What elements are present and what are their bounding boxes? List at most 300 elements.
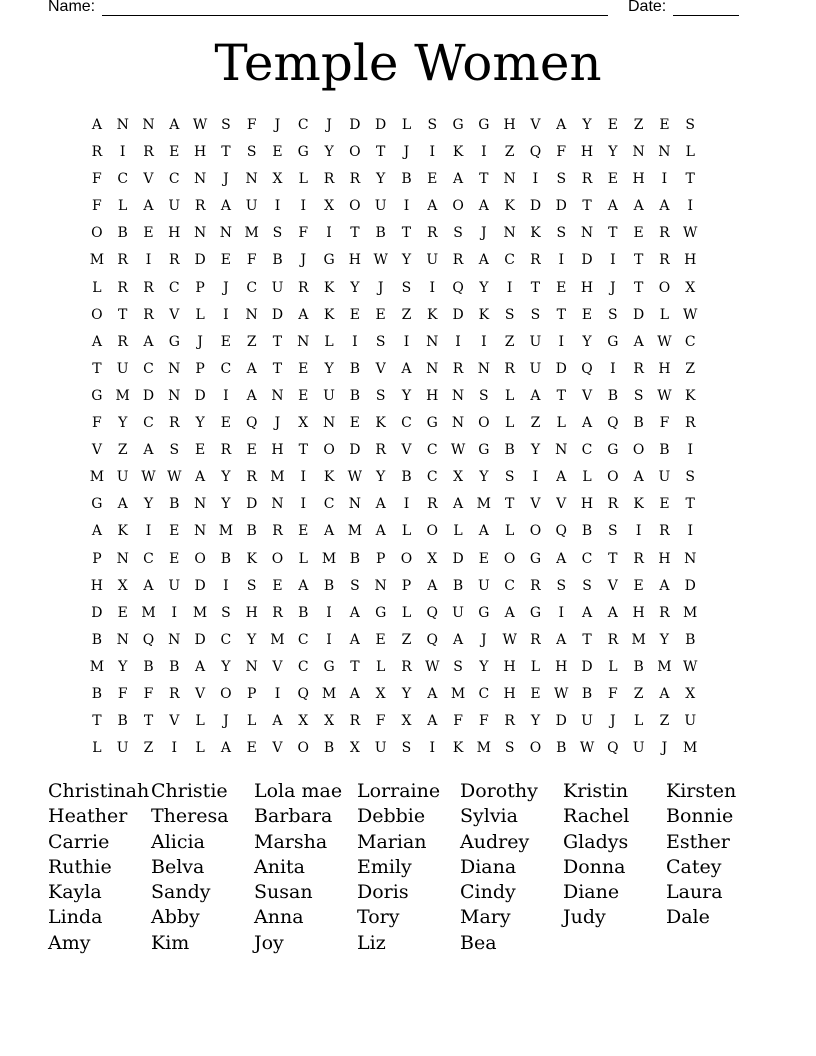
grid-letter: T [685,171,695,188]
grid-letter: C [478,685,490,702]
grid-letter: R [220,442,232,459]
grid-letter: E [220,415,231,432]
grid-letter: A [143,198,154,215]
grid-letter: V [556,496,567,513]
grid-letter: I [274,198,281,215]
grid-letter: M [321,550,337,567]
grid-letter: A [220,198,231,215]
grid-letter: A [607,604,618,621]
grid-letter: O [220,685,232,702]
grid-letter: E [581,306,593,323]
grid-letter: B [685,631,696,648]
grid-letter: Y [376,171,386,188]
grid-letter: E [375,631,386,648]
grid-letter: Q [607,415,619,432]
grid-letter: V [530,117,541,133]
grid-letter: D [246,496,258,513]
grid-letter: M [89,252,105,269]
grid-letter: D [529,198,542,215]
name-blank-line [102,0,608,16]
grid-letter: R [375,442,386,459]
grid-letter: N [193,225,207,242]
grid-letter: W [373,252,388,269]
grid-letter: S [272,225,283,242]
date-blank-line [673,0,739,16]
grid-letter: I [300,198,307,215]
grid-letter: T [272,360,283,377]
grid-letter: I [558,252,564,269]
word-list-item: Dale [666,906,710,929]
grid-letter: H [555,658,568,675]
word-list-item: Judy [563,906,606,929]
grid-letter: N [684,550,697,567]
grid-letter: E [298,523,309,540]
grid-letter: C [143,415,154,432]
grid-letter: C [297,658,309,675]
name-label: Name: [48,0,96,15]
word-list-item: Kim [151,931,190,954]
grid-letter: Q [555,523,567,540]
word-list-item: Joy [254,931,284,954]
grid-letter: V [91,442,102,459]
grid-letter: Q [245,415,258,432]
grid-letter: I [532,171,539,188]
grid-letter: G [529,604,542,621]
grid-letter: N [142,117,155,133]
grid-letter: T [350,225,360,242]
grid-letter: E [607,117,618,133]
grid-letter: I [171,604,178,621]
grid-letter: E [246,442,257,459]
grid-letter: D [375,117,387,133]
grid-letter: A [117,496,128,513]
grid-letter: Y [221,496,231,513]
grid-letter: C [246,279,258,296]
grid-letter: J [223,279,229,296]
grid-letter: R [452,252,464,269]
grid-letter: M [450,685,466,702]
grid-letter: S [375,333,386,350]
grid-letter: W [657,387,672,404]
grid-letter: N [116,550,129,567]
grid-letter: O [607,469,619,486]
grid-letter: M [89,658,105,675]
grid-letter: K [375,415,386,432]
grid-letter: X [117,577,128,594]
grid-letter: R [117,279,128,296]
header [48,0,748,20]
grid-letter: J [274,117,281,133]
grid-letter: R [272,523,283,540]
word-list-item: Diane [563,881,620,904]
grid-letter: Y [582,333,592,350]
grid-letter: U [452,604,464,621]
grid-letter: X [298,713,309,730]
grid-letter: Z [401,306,412,323]
grid-letter: Y [324,360,334,377]
grid-letter: U [245,198,258,215]
grid-letter: V [143,171,154,188]
grid-letter: X [453,469,464,486]
grid-letter: L [298,550,308,567]
grid-letter: F [117,685,128,702]
grid-letter: M [270,631,285,648]
grid-letter: L [505,523,515,540]
grid-letter: N [374,577,387,594]
grid-letter: O [426,523,438,540]
grid-letter: J [223,171,229,188]
grid-letter: Q [426,604,438,621]
grid-letter: Y [118,658,128,675]
grid-letter: L [401,604,412,621]
grid-letter: R [426,225,438,242]
grid-letter: W [167,469,182,486]
grid-letter: A [143,577,154,594]
grid-letter: Z [401,631,412,648]
grid-letter: H [90,577,103,594]
grid-letter: G [91,387,103,404]
grid-letter: R [246,469,257,486]
grid-letter: E [169,550,180,567]
letter-grid [84,112,703,762]
grid-letter: L [298,171,308,188]
word-list-item: Marsha [254,830,328,853]
grid-letter: U [529,360,542,377]
word-list-item: Carrie [48,830,110,853]
grid-letter: W [502,631,517,648]
word-list-item: Lola mae [254,780,343,802]
grid-letter: P [246,685,257,702]
grid-letter: I [687,198,693,215]
grid-letter: S [221,604,231,621]
grid-letter: J [610,713,616,730]
grid-letter: K [117,523,128,540]
word-list-item: Dorothy [460,780,538,802]
grid-letter: K [323,279,335,296]
grid-letter: E [607,171,618,188]
grid-letter: I [274,685,281,702]
grid-letter: I [429,740,436,757]
grid-letter: R [426,496,438,513]
grid-letter: L [195,740,205,757]
grid-letter: D [194,252,206,269]
grid-letter: I [403,333,410,350]
grid-letter: N [271,496,284,513]
grid-letter: M [683,740,698,757]
grid-letter: J [197,333,203,350]
grid-letter: R [659,252,670,269]
word-list-item: Sandy [151,881,211,904]
grid-letter: O [529,740,542,757]
grid-letter: H [348,252,361,269]
grid-letter: G [323,252,335,269]
grid-letter: H [684,252,697,269]
grid-letter: G [91,496,103,513]
grid-letter: R [194,198,206,215]
grid-letter: H [193,144,207,161]
grid-letter: A [91,333,102,350]
grid-letter: N [193,523,207,540]
grid-letter: R [117,252,128,269]
grid-letter: D [555,360,567,377]
grid-letter: D [555,713,567,730]
grid-letter: I [429,279,436,296]
grid-letter: N [477,360,490,377]
grid-letter: L [556,415,566,432]
grid-letter: Z [659,713,670,730]
grid-letter: R [633,550,644,567]
word-list-item: Gladys [563,830,629,853]
grid-letter: A [633,198,644,215]
word-list-item: Anita [254,855,305,878]
grid-letter: N [168,631,181,648]
grid-letter: A [298,306,309,323]
grid-letter: S [504,740,515,757]
word-list [48,779,769,956]
grid-letter: L [195,713,205,730]
grid-letter: E [220,252,231,269]
grid-letter: W [579,740,595,757]
grid-letter: T [221,144,231,161]
grid-letter: W [425,658,440,675]
word-list-item: Tory [357,906,400,929]
grid-letter: N [168,360,181,377]
grid-letter: H [658,360,671,377]
grid-letter: Y [143,496,154,513]
grid-letter: H [580,144,594,161]
grid-letter: O [452,198,464,215]
grid-letter: E [478,550,489,567]
grid-letter: S [504,469,515,486]
grid-letter: T [608,550,618,567]
grid-letter: Q [581,360,593,377]
grid-letter: A [607,198,618,215]
grid-letter: A [324,523,335,540]
grid-letter: H [503,117,516,133]
grid-letter: I [610,252,616,269]
grid-letter: N [426,333,439,350]
grid-letter: W [192,117,208,133]
grid-letter: I [403,198,410,215]
grid-letter: I [558,604,564,621]
grid-letter: P [195,360,205,377]
grid-letter: L [92,279,102,296]
grid-letter: I [223,577,229,594]
grid-letter: B [633,415,644,432]
grid-letter: B [401,469,412,486]
grid-letter: C [426,442,438,459]
grid-letter: I [223,306,229,323]
grid-letter: H [632,171,645,188]
grid-letter: J [661,740,668,757]
grid-letter: J [403,144,410,161]
grid-letter: S [582,577,592,594]
grid-letter: I [300,469,307,486]
grid-letter: Q [529,144,542,161]
grid-letter: N [168,387,181,404]
grid-letter: I [558,333,564,350]
grid-letter: B [633,658,644,675]
grid-letter: N [245,306,258,323]
grid-letter: D [349,442,361,459]
grid-letter: R [272,604,283,621]
grid-letter: G [478,604,490,621]
grid-letter: D [581,658,593,675]
grid-letter: S [169,442,180,459]
grid-letter: N [426,360,439,377]
grid-letter: A [427,577,438,594]
grid-letter: X [324,713,335,730]
grid-letter: V [195,685,206,702]
grid-letter: Y [479,658,489,675]
grid-letter: I [223,387,229,404]
grid-letter: V [375,360,386,377]
word-list-item: Laura [666,881,723,904]
word-list-item: Esther [666,830,730,853]
grid-letter: I [326,604,332,621]
grid-letter: C [504,577,515,594]
grid-letter: V [272,740,283,757]
grid-letter: Y [401,387,412,404]
grid-letter: X [349,740,360,757]
grid-letter: X [324,198,335,215]
word-list-item: Sylvia [460,805,518,828]
grid-letter: S [375,387,386,404]
grid-letter: C [426,469,438,486]
grid-letter: X [685,279,696,296]
grid-letter: S [685,469,696,486]
grid-letter: L [118,198,128,215]
grid-letter: F [556,144,567,161]
grid-letter: R [169,415,180,432]
grid-letter: V [169,713,180,730]
grid-letter: C [143,550,154,567]
grid-letter: U [426,252,439,269]
grid-letter: M [476,496,492,513]
grid-letter: A [556,469,567,486]
grid-letter: R [143,144,154,161]
grid-letter: B [323,740,335,757]
grid-letter: S [633,387,644,404]
grid-letter: I [481,333,487,350]
grid-letter: U [116,740,129,757]
grid-letter: D [142,387,155,404]
grid-letter: Q [142,631,155,648]
grid-letter: G [297,144,309,161]
grid-letter: X [272,171,283,188]
grid-letter: I [171,740,178,757]
grid-letter: Y [608,144,618,161]
grid-letter: U [632,740,645,757]
grid-letter: A [556,117,567,133]
grid-letter: C [117,171,129,188]
grid-letter: S [246,577,257,594]
grid-letter: M [476,740,492,757]
grid-letter: X [427,550,438,567]
grid-letter: Y [479,469,489,486]
grid-letter: J [300,252,307,269]
grid-letter: W [347,469,363,486]
grid-letter: E [169,144,180,161]
grid-letter: J [481,631,487,648]
grid-letter: Y [659,631,670,648]
grid-letter: G [529,550,542,567]
grid-letter: D [194,387,206,404]
grid-letter: N [348,496,361,513]
grid-letter: I [300,496,307,513]
grid-letter: L [685,144,695,161]
grid-letter: A [220,740,231,757]
grid-letter: M [631,631,646,648]
grid-letter: O [91,225,103,242]
grid-letter: R [607,496,619,513]
grid-letter: T [298,442,308,459]
grid-letter: H [245,604,258,621]
grid-letter: Q [297,685,310,702]
word-list-item: Kayla [48,881,102,904]
grid-letter: X [375,685,386,702]
grid-letter: N [271,387,284,404]
grid-letter: I [532,469,539,486]
grid-letter: W [450,442,466,459]
grid-letter: A [478,523,489,540]
grid-letter: Y [118,415,128,432]
grid-letter: E [143,225,154,242]
grid-letter: R [504,360,515,377]
grid-letter: F [375,713,386,730]
grid-letter: B [581,523,593,540]
grid-letter: Y [350,279,360,296]
grid-letter: R [91,144,103,161]
grid-letter: R [633,360,644,377]
grid-letter: I [687,442,693,459]
word-list-item: Emily [357,855,412,878]
word-list-item: Debbie [357,805,426,828]
grid-letter: S [479,387,489,404]
grid-letter: N [555,442,568,459]
grid-letter: R [143,279,154,296]
grid-letter: S [608,523,618,540]
word-list-item: Linda [48,906,103,929]
grid-letter: N [219,225,232,242]
word-list-item: Doris [357,881,409,904]
grid-letter: T [272,333,283,350]
grid-letter: L [530,658,541,675]
word-list-item: Abby [151,906,200,929]
grid-letter: C [220,631,232,648]
grid-letter: D [194,577,206,594]
grid-letter: A [375,496,386,513]
grid-letter: B [323,577,335,594]
grid-letter: A [478,198,489,215]
grid-letter: L [608,658,618,675]
grid-letter: F [92,415,102,432]
grid-letter: A [581,604,593,621]
grid-letter: T [143,713,154,730]
grid-letter: R [530,631,541,648]
grid-letter: T [375,144,386,161]
grid-letter: O [349,144,361,161]
grid-letter: M [192,604,208,621]
grid-letter: E [246,740,257,757]
grid-letter: B [220,550,232,567]
grid-letter: B [169,658,180,675]
grid-letter: R [659,523,670,540]
grid-letter: E [556,279,567,296]
grid-letter: U [477,577,490,594]
grid-letter: I [429,144,436,161]
grid-letter: U [323,387,335,404]
